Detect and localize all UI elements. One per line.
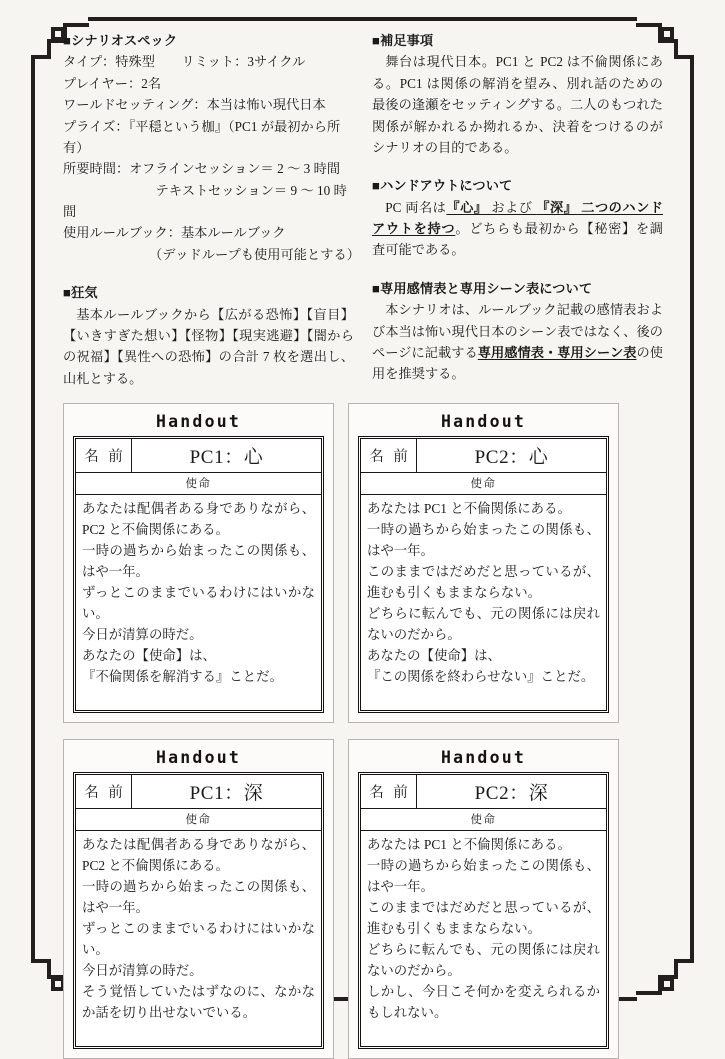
spec-line-type: タイプ：特殊型 リミット：3サイクル [63,54,306,70]
handout-name-row [361,775,606,809]
madness-heading: ■狂気 [63,285,98,301]
handout-mission-line: どちらに転んでも、元の関係には戻れないのだから。 [367,942,600,979]
handout-mission-label: 使命 [76,473,321,495]
handout-card-pc1-kokoro [63,403,334,723]
handout-mission-label: 使命 [361,809,606,831]
handout-mission-line: 『不倫関係を解消する』ことだ。 [82,669,283,685]
handout-card-title: Handout [156,748,241,767]
left-text-column [63,30,360,389]
handout-card-pc2-shin [348,739,619,1059]
frame-left-line [31,74,35,944]
frame-top-line [88,17,637,21]
spec-line-prize: プライズ：『平穏という枷』（PC1 が最初から所有） [63,118,341,155]
handout-mission-body [76,495,321,710]
handout-name-value: PC1：心 [189,447,264,468]
handout-name-value: PC2：心 [474,447,549,468]
scenario-spec-heading: ■シナリオスペック [63,33,178,48]
handout-mission-line: 一時の過ちから始まったこの関係も、はや一年。 [82,543,315,580]
handout-mission-line: どちらに転んでも、元の関係には戻れないのだから。 [367,606,600,643]
handout-mission-line: このままではだめだと思っているが、進むも引くもままならない。 [367,564,600,601]
notes-body: 舞台は現代日本。PC1 と PC2 は不倫関係にある。PC1 は関係の解消を望み、別れ話のための最後の逢瀬をセッティングする。二人のもつれた関係が解かれるか拗れるか、決着をつけるのがシナリオの目的である。 [372,54,663,155]
handout-card-title: Handout [156,412,241,431]
handout-table [358,772,609,1049]
handout-mission-label: 使命 [361,473,606,495]
handout-mission-line: ずっとこのままでいるわけにはいかない。 [82,585,315,622]
handout-name-value: PC2：深 [474,783,549,804]
handout-mission-line: 一時の過ちから始まったこの関係も、はや一年。 [367,522,600,559]
spec-line-duration-text: テキストセッション＝ 9 〜 10 時間 [63,182,347,219]
handout-mission-line: あなたは配偶者ある身でありながら、PC2 と不倫関係にある。 [82,837,315,874]
spec-line-rulebook: 使用ルールブック：基本ルールブック [63,225,286,241]
handout-mission-line: あなたの【使命】は、 [367,648,501,664]
handouts-section-body: PC 両名は『心』 および 『深』 二つのハンドアウトを持つ。どちらも最初から【秘密】を調査可能である。 [372,199,664,258]
spec-line-world-setting: ワールドセッティング：本当は怖い現代日本 [63,97,326,113]
handout-name-row [361,439,606,473]
document-content [63,30,664,1021]
handout-card-title: Handout [441,412,526,431]
handout-mission-line: 今日が清算の時だ。 [82,627,203,643]
handout-name-value: PC1：深 [189,783,264,804]
handout-card-pc1-shin [63,739,334,1059]
spec-line-rulebook-note: （デッドループも使用可能とする） [63,246,360,262]
handout-name-row [76,439,321,473]
handout-mission-line: 一時の過ちから始まったこの関係も、はや一年。 [367,858,600,895]
handout-name-label: 名 前 [361,775,417,808]
handout-card-pc2-kokoro [348,403,619,723]
handout-mission-body [361,495,606,710]
handout-mission-line: あなたは PC1 と不倫関係にある。 [367,837,571,852]
handout-name-label: 名 前 [76,775,132,808]
handout-cards-grid [63,403,663,1059]
handout-mission-line: あなたは配偶者ある身でありながら、PC2 と不倫関係にある。 [82,501,315,538]
two-column-text-area [63,30,663,389]
handout-mission-line: 一時の過ちから始まったこの関係も、はや一年。 [82,879,315,916]
handout-mission-line: そう覚悟していたはずなのに、なかなか話を切り出せないでいる。 [82,984,315,1021]
handout-table [358,436,609,713]
handout-mission-label: 使命 [76,809,321,831]
spec-line-players: プレイヤー：2名 [63,75,162,91]
handout-name-label: 名 前 [361,439,417,472]
handout-table [73,436,324,713]
handout-table [73,772,324,1049]
custom-tables-heading: ■専用感情表と専用シーン表について [372,280,593,296]
spec-line-duration-offline: 所要時間：オフラインセッション＝ 2 〜 3 時間 [63,161,341,177]
handouts-section-heading: ■ハンドアウトについて [372,178,513,194]
handout-mission-line: このままではだめだと思っているが、進むも引くもままならない。 [367,900,600,937]
custom-tables-body: 本シナリオは、ルールブック記載の感情表および本当は怖い現代日本のシーン表ではなく、後のページに記載する専用感情表・専用シーン表の使用を推奨する。 [372,302,663,382]
handout-name-row [76,775,321,809]
handout-mission-line: しかし、今日こそ何かを変えられるかもしれない。 [367,984,600,1021]
madness-body: 基本ルールブックから【広がる恐怖】【盲目】【いきすぎた想い】【怪物】【現実逃避】【闇からの祝福】【異性への恐怖】の合計 7 枚を選出し、山札とする。 [63,306,354,386]
frame-right-line [690,74,694,944]
handout-mission-line: ずっとこのままでいるわけにはいかない。 [82,921,315,958]
handout-mission-body [76,831,321,1046]
handout-mission-line: あなたの【使命】は、 [82,648,216,664]
handout-mission-body [361,831,606,1046]
right-text-column [372,30,663,389]
handout-mission-line: 『この関係を終わらせない』ことだ。 [367,669,595,685]
notes-heading: ■補足事項 [372,33,434,48]
handout-name-label: 名 前 [76,439,132,472]
handout-mission-line: あなたは PC1 と不倫関係にある。 [367,501,571,516]
handout-card-title: Handout [441,748,526,767]
handout-mission-line: 今日が清算の時だ。 [82,963,203,979]
